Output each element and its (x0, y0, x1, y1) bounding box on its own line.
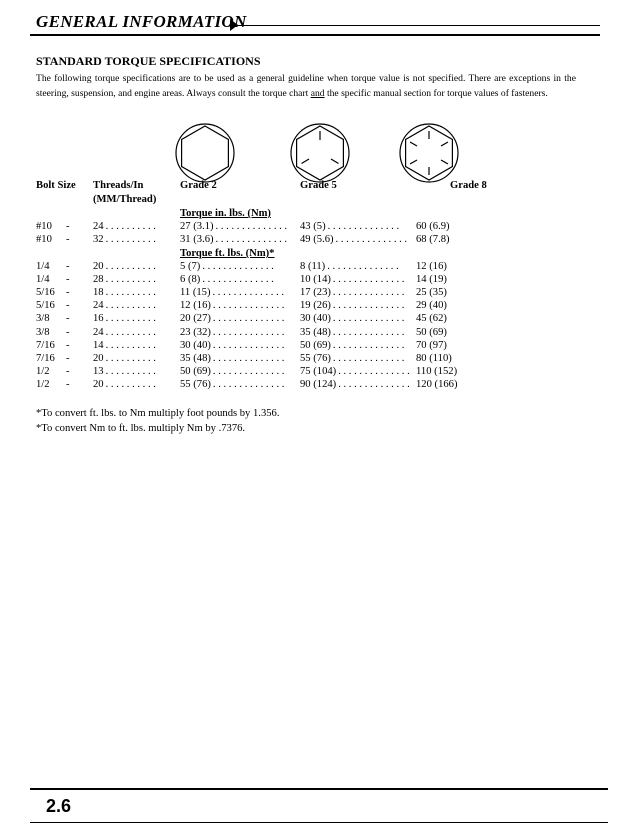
cell-dash: - (66, 234, 70, 246)
dot-leader: . . . . . . . . . . . . . . (212, 352, 285, 364)
dot-leader: . . . . . . . . . . . . . . (202, 274, 274, 286)
cell-g8: 70 (97) (416, 339, 447, 351)
dot-leader: . . . . . . . . . . . . . . (332, 313, 405, 325)
dot-leader: . . . . . . . . . . . . . . (327, 261, 399, 272)
intro-paragraph (36, 72, 576, 101)
dot-leader: . . . . . . . . . . (105, 234, 156, 246)
cell-size: 1/2 (36, 378, 50, 390)
dot-leader: . . . . . . . . . . (105, 339, 156, 351)
subheader-in-lbs: Torque in. lbs. (Nm) (180, 208, 271, 219)
header-underline (30, 34, 600, 36)
cell-dash: - (66, 378, 70, 390)
cell-g5: 50 (69) (300, 339, 331, 351)
cell-g8: 80 (110) (416, 352, 452, 364)
dot-leader: . . . . . . . . . . . . . . (332, 287, 405, 299)
cell-threads: 14 (93, 339, 104, 351)
section-title: STANDARD TORQUE SPECIFICATIONS (36, 54, 261, 68)
cell-g2: 30 (40) (180, 339, 211, 351)
footer-bottom-rule (30, 822, 608, 823)
cell-g8: 29 (40) (416, 300, 447, 312)
cell-size: 1/2 (36, 365, 50, 377)
col-header-threads-sub: (MM/Thread) (93, 194, 157, 205)
cell-g8: 60 (6.9) (416, 221, 450, 232)
cell-threads: 24 (93, 221, 104, 232)
cell-threads: 32 (93, 234, 104, 246)
cell-dash: - (66, 365, 70, 377)
page-number: 2.6 (46, 796, 72, 816)
cell-size: 3/8 (36, 326, 50, 338)
cell-dash: - (66, 352, 70, 364)
cell-g5: 17 (23) (300, 287, 331, 299)
col-header-grade-5: Grade 5 (300, 180, 337, 191)
cell-dash: - (66, 326, 70, 338)
cell-threads: 16 (93, 313, 104, 325)
dot-leader: . . . . . . . . . . . . . . (332, 300, 405, 312)
cell-g5: 19 (26) (300, 300, 331, 312)
dot-leader: . . . . . . . . . . . . . . (215, 234, 288, 246)
dot-leader: . . . . . . . . . . . . . . (212, 300, 285, 312)
cell-g5: 90 (124) (300, 378, 337, 390)
cell-size: 1/4 (36, 261, 50, 272)
cell-size: 5/16 (36, 300, 55, 312)
dot-leader: . . . . . . . . . . . . . . (338, 365, 410, 377)
cell-g5: 49 (5.6) (300, 234, 334, 246)
subheader-ft-lbs: Torque ft. lbs. (Nm)* (180, 248, 275, 259)
dot-leader: . . . . . . . . . . . . . . (212, 365, 285, 377)
cell-g8: 68 (7.8) (416, 234, 450, 246)
cell-size: 7/16 (36, 339, 55, 351)
col-header-grade-8: Grade 8 (450, 180, 487, 191)
cell-g8: 25 (35) (416, 287, 447, 299)
grade-8-bolt-head-icon (398, 122, 460, 184)
col-header-bolt-size: Bolt Size (36, 180, 76, 191)
cell-g2: 35 (48) (180, 352, 211, 364)
cell-g5: 30 (40) (300, 313, 331, 325)
dot-leader: . . . . . . . . . . . . . . (332, 352, 405, 364)
cell-g2: 50 (69) (180, 365, 211, 377)
cell-threads: 18 (93, 287, 104, 299)
dot-leader: . . . . . . . . . . . . . . (212, 339, 285, 351)
dot-leader: . . . . . . . . . . (105, 365, 156, 377)
dot-leader: . . . . . . . . . . (105, 261, 156, 272)
dot-leader: . . . . . . . . . . (105, 326, 156, 338)
intro-text-1: The following torque specifications are to be used as a general guideline when torque value is not specified. There are exceptions in the steering, suspension, and engine areas. Always consult the torque chart (36, 73, 576, 99)
cell-g8: 14 (19) (416, 274, 447, 286)
cell-size: #10 (36, 234, 52, 246)
cell-threads: 24 (93, 326, 104, 338)
intro-text-2: the specific manual section for torque values of fasteners. (324, 87, 548, 99)
cell-g2: 6 (8) (180, 274, 201, 286)
cell-g2: 20 (27) (180, 313, 211, 325)
dot-leader: . . . . . . . . . . (105, 313, 156, 325)
cell-threads: 28 (93, 274, 104, 286)
cell-g5: 43 (5) (300, 221, 326, 232)
dot-leader: . . . . . . . . . . (105, 221, 156, 232)
cell-size: 5/16 (36, 287, 55, 299)
cell-g8: 120 (166) (416, 378, 458, 390)
dot-leader: . . . . . . . . . . . . . . (332, 274, 405, 286)
dot-leader: . . . . . . . . . . . . . . (338, 378, 410, 390)
grade-2-bolt-head-icon (174, 122, 236, 184)
dot-leader: . . . . . . . . . . (105, 378, 156, 390)
dot-leader: . . . . . . . . . . (105, 274, 156, 286)
cell-dash: - (66, 261, 70, 272)
cell-g8: 12 (16) (416, 261, 447, 272)
dot-leader: . . . . . . . . . . . . . . (332, 339, 405, 351)
cell-threads: 20 (93, 378, 104, 390)
dot-leader: . . . . . . . . . . . . . . (212, 378, 285, 390)
header-rule (236, 25, 600, 26)
cell-threads: 20 (93, 261, 104, 272)
cell-g2: 55 (76) (180, 378, 211, 390)
cell-size: 1/4 (36, 274, 50, 286)
dot-leader: . . . . . . . . . . . . . . (335, 234, 408, 246)
col-header-grade-2: Grade 2 (180, 180, 217, 191)
cell-size: 7/16 (36, 352, 55, 364)
cell-g2: 27 (3.1) (180, 221, 214, 232)
cell-threads: 13 (93, 365, 104, 377)
cell-g2: 11 (15) (180, 287, 211, 299)
cell-g5: 75 (104) (300, 365, 337, 377)
dot-leader: . . . . . . . . . . . . . . (327, 221, 400, 232)
cell-g2: 12 (16) (180, 300, 211, 312)
dot-leader: . . . . . . . . . . . . . . (332, 326, 405, 338)
dot-leader: . . . . . . . . . . (105, 287, 156, 299)
cell-g8: 110 (152) (416, 365, 458, 377)
cell-g5: 55 (76) (300, 352, 331, 364)
dot-leader: . . . . . . . . . . . . . . (212, 313, 285, 325)
cell-g5: 8 (11) (300, 261, 326, 272)
dot-leader: . . . . . . . . . . . . . . (215, 221, 288, 232)
header-title: GENERAL INFORMATION (36, 12, 247, 31)
col-header-threads: Threads/In (93, 180, 144, 191)
cell-dash: - (66, 287, 70, 299)
page-header (30, 6, 600, 36)
cell-threads: 20 (93, 352, 104, 364)
dot-leader: . . . . . . . . . . . . . . (212, 287, 285, 299)
cell-threads: 24 (93, 300, 104, 312)
intro-emphasis: and (310, 87, 325, 99)
conversion-notes (36, 406, 280, 436)
cell-size: 3/8 (36, 313, 50, 325)
cell-g2: 23 (32) (180, 326, 211, 338)
dot-leader: . . . . . . . . . . (105, 300, 156, 312)
dot-leader: . . . . . . . . . . . . . . (212, 326, 285, 338)
cell-g8: 50 (69) (416, 326, 447, 338)
cell-dash: - (66, 274, 70, 286)
cell-dash: - (66, 221, 70, 232)
cell-dash: - (66, 339, 70, 351)
cell-dash: - (66, 313, 70, 325)
dot-leader: . . . . . . . . . . (105, 352, 156, 364)
cell-dash: - (66, 300, 70, 312)
note-nm-to-ft: *To convert Nm to ft. lbs. multiply Nm by .7376. (36, 423, 246, 434)
cell-g8: 45 (62) (416, 313, 447, 325)
dot-leader: . . . . . . . . . . . . . . (202, 261, 274, 272)
footer-rule (30, 788, 608, 790)
cell-g5: 35 (48) (300, 326, 331, 338)
grade-5-bolt-head-icon (289, 122, 351, 184)
cell-g2: 5 (7) (180, 261, 201, 272)
cell-g5: 10 (14) (300, 274, 331, 286)
note-ft-to-nm: *To convert ft. lbs. to Nm multiply foot pounds by 1.356. (36, 408, 280, 419)
cell-size: #10 (36, 221, 52, 232)
cell-g2: 31 (3.6) (180, 234, 214, 246)
